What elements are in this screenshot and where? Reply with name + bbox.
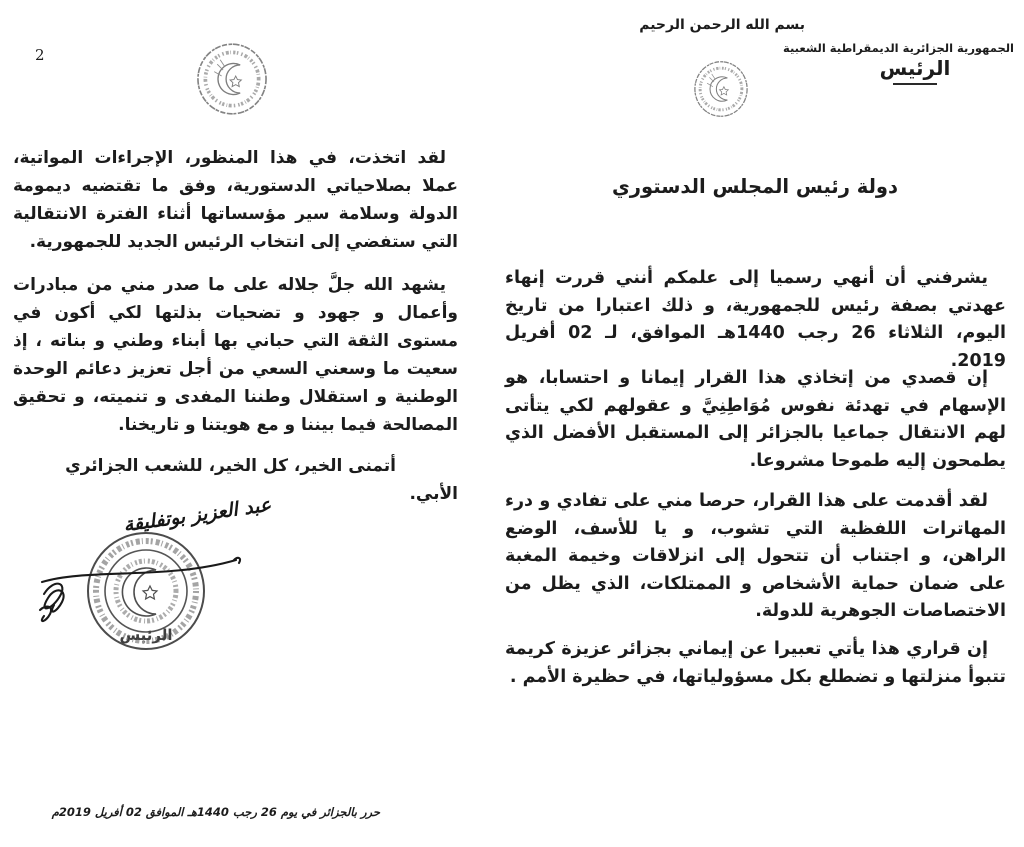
algeria-state-seal-icon	[195, 41, 269, 117]
signature-block	[28, 493, 278, 663]
paragraph-measures: لقد اتخذت، في هذا المنظور، الإجراءات المواتية، عملا بصلاحياتي الدستورية، وفق ما تقتضيه ديمومة الدولة وسلامة سير مؤسساتها أثناء الفترة الانتقالية التي ستفضي إلى انتخاب الرئيس الجديد للجمهورية.	[13, 148, 458, 252]
dateline: حرر بالجزائر في يوم 26 رجب 1440هـ الموافق 02 أفريل 2019م	[51, 805, 380, 819]
page-number: 2	[35, 46, 45, 64]
handwritten-signature-icon	[40, 558, 240, 621]
letterhead-rule	[893, 83, 937, 85]
document-title: دولة رئيس المجلس الدستوري	[611, 175, 899, 198]
letterhead-president-title: الرئيس	[879, 56, 951, 80]
paragraph-announcement: يشرفني أن أنهي رسميا إلى علمكم أنني قررت إنهاء عهدتي بصفة رئيس للجمهورية، و ذلك اعتبارا من تاريخ اليوم، الثلاثاء 26 رجب 1440هـ الموافق، لـ 02 أفريل 2019.	[505, 268, 1006, 371]
paragraph-reason: لقد أقدمت على هذا القرار، حرصا مني على تفادي و درء المهاترات اللفظية التي تشوب، و يا للأسف، الوضع الراهن، و اجتناب أن تتحول إلى انزلاقات وخيمة المغبة على ضمان حماية الأشخاص و الممتلكات، الذي يظل من الاختصاصات الجوهرية للدولة.	[505, 491, 1006, 621]
paragraph-testimony: يشهد الله جلَّ جلاله على ما صدر مني من مبادرات وأعمال و جهود و تضحيات بذلتها لكي أكون في مستوى الثقة التي حباني بها أبناء وطني و بناته ، إذ سعيت ما وسعني السعي من أجل تعزيز دعائم الوحدة الوطنية و استقلال وطننا المفدى و تنميته، و تحقيق المصالحة فيما بيننا و مع هويتنا و تاريخنا.	[13, 275, 458, 435]
paragraph-faith: إن قراري هذا يأتي تعبيرا عن إيماني بجزائر عزيزة كريمة تتبوأ منزلتها و تضطلع بكل مسؤولياتها، في حظيرة الأمم .	[505, 639, 1006, 687]
signature-name: عبد العزيز بوتفليقة	[122, 493, 273, 537]
algeria-state-seal-icon	[692, 55, 750, 123]
letterhead-republic-title: الجمهورية الجزائرية الديمقراطية الشعبية	[782, 41, 1014, 55]
paragraph-intent: إن قصدي من إتخاذي هذا القرار إيمانا و احتسابا، هو الإسهام في تهدئة نفوس مُوَاطِنِيَّ و عقولهم لكي يتأتى لهم الانتقال جماعيا بالجزائر إلى المستقبل الأفضل الذي يطمحون إليه طموحا مشروعا.	[505, 368, 1006, 471]
letterhead	[782, 41, 1014, 85]
paragraph-wishes: أتمنى الخير، كل الخير، للشعب الجزائري الأبي.	[65, 456, 458, 504]
bismillah-line: بسم الله الرحمن الرحيم	[639, 17, 805, 33]
stamp-president-label: الرئيس	[119, 626, 173, 644]
